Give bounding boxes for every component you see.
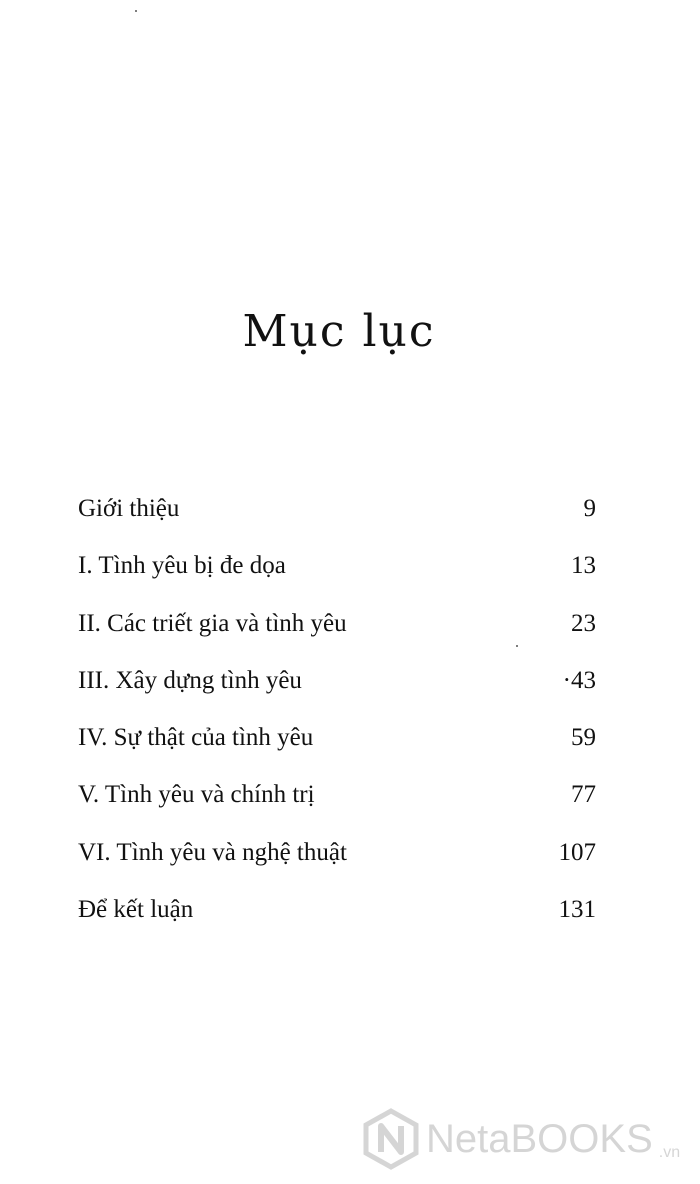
toc-entry-label: IV. Sự thật của tình yêu bbox=[78, 724, 314, 752]
toc-entry-page: 9 bbox=[583, 495, 596, 522]
toc-entry-label: Giới thiệu bbox=[78, 495, 180, 522]
page-title: Mục lục bbox=[242, 306, 436, 357]
toc-entry[interactable] bbox=[78, 724, 596, 781]
toc-entry-page: 131 bbox=[558, 896, 596, 924]
paper-speck bbox=[135, 10, 137, 12]
toc-entry[interactable] bbox=[78, 839, 596, 896]
table-of-contents bbox=[78, 495, 596, 953]
toc-entry-page: 59 bbox=[571, 724, 596, 752]
toc-entry-label: V. Tình yêu và chính trị bbox=[78, 781, 315, 809]
toc-entry-page: 13 bbox=[571, 552, 596, 580]
watermark-brand: NetaBOOKS bbox=[426, 1116, 653, 1161]
toc-entry-page: 107 bbox=[558, 838, 596, 866]
toc-entry-page: ·43 bbox=[562, 666, 596, 694]
toc-entry[interactable] bbox=[78, 896, 596, 953]
toc-entry-label: Để kết luận bbox=[78, 896, 194, 924]
toc-entry-page: 77 bbox=[571, 781, 596, 809]
toc-entry[interactable] bbox=[78, 552, 596, 609]
toc-entry[interactable] bbox=[78, 667, 596, 724]
toc-entry[interactable] bbox=[78, 495, 596, 552]
toc-entry-page: 23 bbox=[571, 609, 596, 637]
watermark-suffix: .vn bbox=[658, 1144, 681, 1161]
watermark bbox=[362, 1108, 680, 1170]
toc-entry[interactable] bbox=[78, 781, 596, 838]
toc-entry-label: III. Xây dựng tình yêu bbox=[78, 666, 302, 694]
toc-entry-label: VI. Tình yêu và nghệ thuật bbox=[78, 838, 347, 866]
toc-entry-label: II. Các triết gia và tình yêu bbox=[78, 609, 347, 637]
toc-entry[interactable] bbox=[78, 610, 596, 667]
toc-entry-label: I. Tình yêu bị đe dọa bbox=[78, 552, 286, 580]
netabooks-logo-icon bbox=[362, 1108, 420, 1170]
